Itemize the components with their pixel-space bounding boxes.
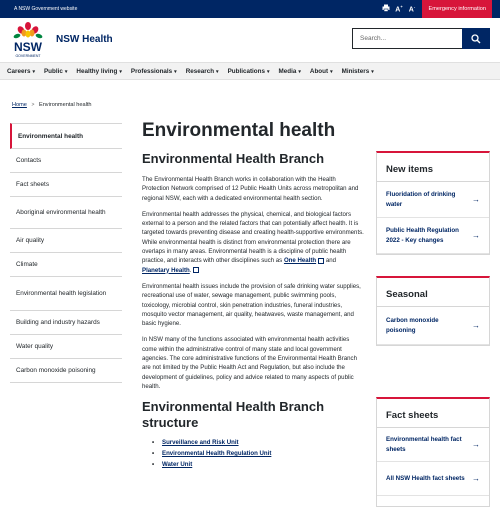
paragraph-definition [142, 210, 364, 275]
breadcrumb-home-link[interactable]: Home [12, 102, 27, 108]
nav-item-professionals[interactable] [131, 68, 177, 75]
card-link-label: Fluoridation of drinking water [386, 191, 456, 208]
font-up-label: A [395, 6, 401, 14]
chevron-down-icon: ▾ [267, 68, 270, 75]
fact-sheets-heading: Fact sheets [377, 399, 489, 428]
structure-link[interactable]: Water Unit [162, 461, 193, 469]
sidebar-item-label: Contacts [16, 157, 42, 164]
main-navigation [0, 62, 500, 80]
nav-item-label: Publications [227, 67, 265, 75]
search-icon [471, 34, 481, 44]
fact-sheets-card [376, 397, 490, 507]
sidebar-item-label: Building and industry hazards [16, 319, 100, 326]
section-sidebar [10, 123, 122, 383]
paragraph-functions: In NSW many of the functions associated with environmental health activities come within the administrative control of many state and local government agencies. The core administrative functions of the Environmental Health Branch are not limited by the Public Health Act and Regulation, but also include the development of guidelines, policy and advice related to many aspects of public health. [142, 336, 357, 390]
logo-text: NSW [14, 40, 42, 54]
page-title: Environmental health [142, 120, 336, 141]
arrow-right-icon: → [472, 474, 480, 483]
paragraph-intro: The Environmental Health Branch works in collaboration with the Health Protection Network comprised of 12 Public Health Units across metropolitan and regional NSW, each with a dedicated environmental health section. [142, 176, 359, 202]
sidebar-card-link[interactable] [377, 218, 489, 254]
chevron-down-icon: ▾ [371, 68, 374, 75]
arrow-right-icon: → [472, 231, 480, 240]
new-items-heading: New items [377, 153, 489, 182]
search-button[interactable] [462, 28, 490, 49]
nav-item-healthy-living[interactable] [76, 68, 121, 75]
site-header [0, 18, 500, 62]
structure-list-item [142, 437, 364, 448]
logo-subtext: GOVERNMENT [15, 54, 41, 58]
nav-item-label: Professionals [130, 67, 173, 75]
search-input[interactable]: Search... [352, 28, 462, 49]
external-link-icon [318, 258, 324, 264]
sidebar-item-label: Climate [16, 261, 38, 268]
sidebar-item-aboriginal-environmental-health[interactable] [10, 197, 122, 229]
paragraph-issues: Environmental health issues include the provision of safe drinking water supplies, recreational use of water, sewage management, public swimming pools, toxicology, microbial control, skin penetration industries, funeral industries, mosquito vector management, air quality, heatwaves, waste management, and basic hygiene. [142, 282, 361, 328]
sidebar-item-water-quality[interactable] [10, 335, 122, 359]
nav-item-label: Ministers [341, 67, 370, 75]
arrow-right-icon: → [472, 195, 480, 204]
nav-item-ministers[interactable] [342, 68, 374, 75]
chevron-down-icon: ▾ [298, 68, 301, 75]
nav-item-label: About [309, 67, 329, 75]
chevron-down-icon: ▾ [174, 68, 177, 75]
sidebar-item-environmental-health-legislation[interactable] [10, 277, 122, 311]
nsw-government-website-text: A NSW Government website [14, 6, 78, 12]
structure-list-item [142, 459, 364, 470]
structure-link[interactable]: Environmental Health Regulation Unit [162, 450, 272, 458]
print-icon[interactable] [379, 4, 392, 14]
chevron-down-icon: ▾ [32, 68, 35, 75]
structure-heading: Environmental Health Branch structure [142, 399, 325, 431]
chevron-down-icon: ▾ [119, 68, 122, 75]
seasonal-heading: Seasonal [377, 278, 489, 307]
emergency-information-button[interactable]: Emergency information [422, 0, 492, 18]
nav-item-label: Public [43, 67, 63, 75]
sidebar-item-label: Air quality [16, 237, 45, 244]
nav-item-careers[interactable] [7, 68, 35, 75]
breadcrumb-current: Environmental health [38, 102, 92, 108]
card-link-label: Environmental health fact sheets [386, 436, 462, 453]
sidebar-item-building-and-industry-hazards[interactable] [10, 311, 122, 335]
section-heading: Environmental Health Branch [142, 151, 325, 166]
paragraph-definition-text: Environmental health addresses the physical, chemical, and biological factors external to a person and the related factors that can potentially affect health. It is targeted towards preventing disease and creating health-supportive environments. While environmental health is distinct from environmental protection there are overlaps in many areas. Environmental health is a discipline of public health practice, and interacts with other disciplines such as [142, 210, 364, 265]
nav-item-label: Healthy living [76, 67, 118, 75]
decrease-font-size-button[interactable]: A- [408, 4, 416, 14]
chevron-down-icon: ▾ [330, 68, 333, 75]
arrow-right-icon: → [472, 321, 480, 330]
nav-item-about[interactable] [310, 68, 333, 75]
sidebar-item-environmental-health[interactable] [10, 123, 122, 149]
font-down-label: A [408, 6, 414, 14]
sidebar-item-label: Environmental health legislation [16, 290, 107, 297]
seasonal-card [376, 276, 490, 346]
structure-link[interactable]: Surveillance and Risk Unit [162, 439, 239, 447]
site-name[interactable]: NSW Health [56, 34, 113, 45]
sidebar-item-label: Aboriginal environmental health [16, 209, 106, 216]
government-bar [0, 0, 500, 18]
nsw-government-logo[interactable] [10, 22, 46, 60]
nav-item-label: Research [185, 67, 215, 75]
nav-item-public[interactable] [44, 68, 67, 75]
breadcrumb-separator: > [31, 102, 35, 108]
sidebar-card-link[interactable] [377, 428, 489, 462]
nav-item-label: Careers [7, 67, 31, 75]
external-link-icon [193, 267, 199, 273]
sidebar-card-link[interactable] [377, 462, 489, 496]
breadcrumb [12, 102, 92, 108]
one-health-link[interactable]: One Health [283, 257, 317, 265]
arrow-right-icon: → [472, 440, 480, 449]
nav-item-publications[interactable] [228, 68, 270, 75]
sidebar-item-label: Water quality [16, 343, 54, 350]
planetary-health-link[interactable]: Planetary Health [142, 266, 190, 274]
sidebar-item-fact-sheets[interactable] [10, 173, 122, 197]
new-items-card [376, 151, 490, 255]
sidebar-card-link[interactable] [377, 182, 489, 218]
increase-font-size-button[interactable]: A+ [395, 4, 403, 14]
card-link-label: Public Health Regulation 2022 - Key changes [386, 227, 459, 244]
nav-item-research[interactable] [186, 68, 219, 75]
sidebar-item-climate[interactable] [10, 253, 122, 277]
sidebar-item-label: Fact sheets [16, 181, 50, 188]
card-link-label: Carbon monoxide poisoning [386, 317, 439, 334]
chevron-down-icon: ▾ [64, 68, 68, 75]
structure-list [142, 437, 364, 470]
main-content [142, 120, 364, 470]
paragraph-and-text: and [325, 257, 336, 265]
chevron-down-icon: ▾ [216, 68, 219, 75]
sidebar-item-air-quality[interactable] [10, 229, 122, 253]
card-link-label: All NSW Health fact sheets [386, 474, 465, 482]
paragraph-end: . [189, 266, 192, 274]
nav-item-media[interactable] [279, 68, 301, 75]
sidebar-item-carbon-monoxide-poisoning[interactable] [10, 359, 122, 383]
nav-item-label: Media [278, 67, 297, 75]
sidebar-item-label: Environmental health [18, 132, 83, 140]
structure-list-item [142, 448, 364, 459]
sidebar-item-label: Carbon monoxide poisoning [16, 367, 96, 374]
waratah-icon [13, 22, 43, 39]
sidebar-card-link[interactable] [377, 307, 489, 345]
sidebar-item-contacts[interactable] [10, 149, 122, 173]
